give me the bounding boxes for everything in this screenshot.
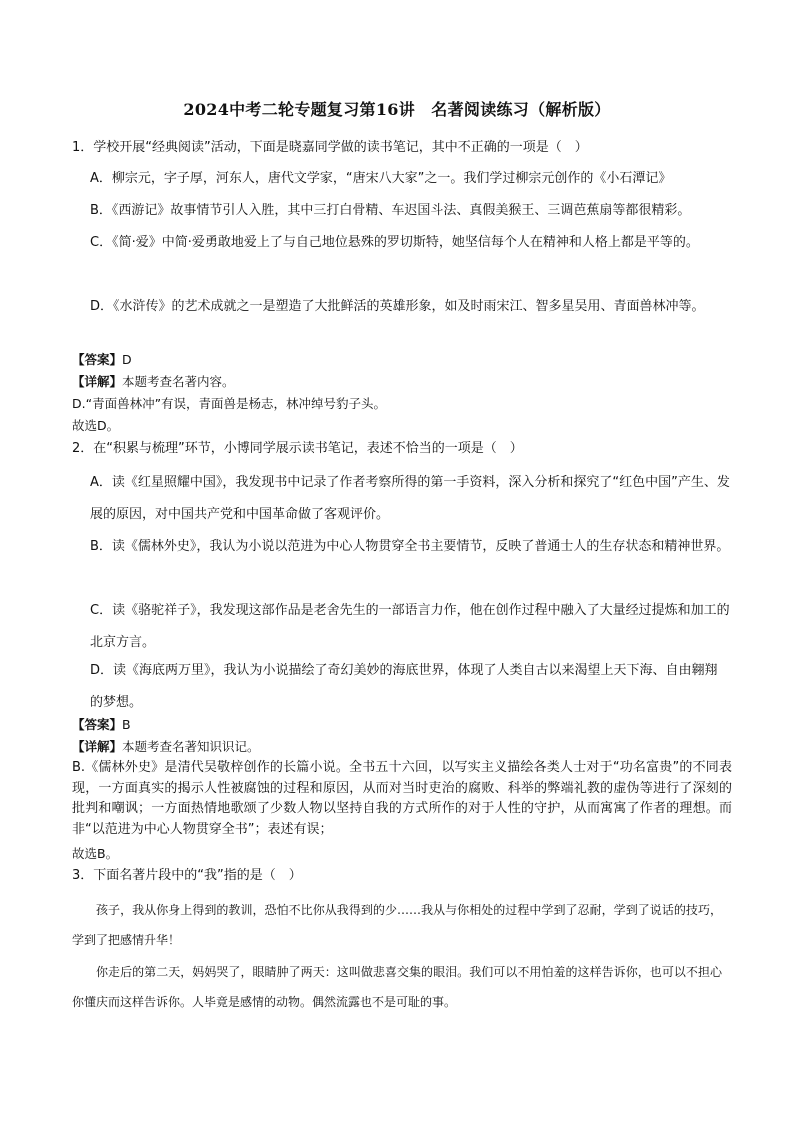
detail-label: 【详解】 — [72, 374, 123, 389]
question-2-option-a: A．读《红星照耀中国》，我发现书中记录了作者考察所得的第一手资料，深入分析和探究了“红色中国”产生、发展的原因，对中国共产党和中国革命做了客观评价。 — [90, 475, 730, 522]
question-2-conclusion: 故选B。 — [72, 846, 119, 861]
question-3-quote-paragraph-2: 你走后的第二天，妈妈哭了，眼睛肿了两天：这叫做悲喜交集的眼泪。我们可以不用怕羞的这样告诉你，也可以不担心你懂庆而这样告诉你。人毕竟是感情的动物。偶然流露也不是可耻的事。 — [72, 965, 722, 1009]
question-3-quote-paragraph-1: 孩子，我从你身上得到的教训，恐怕不比你从我得到的少……我从与你相处的过程中学到了忍耐，学到了说话的技巧，学到了把感情升华！ — [72, 903, 722, 947]
question-2-explanation: B.《儒林外史》是清代吴敬梓创作的长篇小说。全书五十六回，以写实主义描绘各类人士对于“功名富贵”的不同表现，一方面真实的揭示人性被腐蚀的过程和原因，从而对当时吏治的腐败、科举的弊端礼教的虚伪等进行了深刻的批判和嘲讽；一方面热情地歌颂了少数人物以坚持自我的方式所作的对于人性的守护，从而寓寓了作者的理想。而非“以范进为中心人物贯穿全书”；表述有误； — [72, 760, 732, 837]
answer-value: D — [122, 352, 132, 367]
question-1-detail — [72, 374, 732, 390]
question-2-option-d: D．读《海底两万里》，我认为小说描绘了奇幻美妙的海底世界，体现了人类自古以来渴望上天下海、自由翱翔的梦想。 — [90, 663, 718, 710]
answer-label: 【答案】 — [72, 352, 123, 367]
question-2-option-c: C．读《骆驼祥子》，我发现这部作品是老舍先生的一部语言力作，他在创作过程中融入了大量经过提炼和加工的北京方言。 — [90, 603, 730, 650]
detail-label: 【详解】 — [72, 739, 123, 754]
question-1-option-b: B．《西游记》故事情节引人入胜，其中三打白骨精、车迟国斗法、真假美猴王、三调芭蕉扇等都很精彩。 — [90, 203, 691, 218]
question-1-option-a: A．柳宗元，字子厚，河东人，唐代文学家，“唐宋八大家”之一。我们学过柳宗元创作的《小石潭记》 — [90, 171, 672, 186]
question-1-stem: 1．学校开展“经典阅读”活动，下面是晓嘉同学做的读书笔记，其中不正确的一项是（ ） — [72, 140, 588, 155]
question-1-conclusion: 故选D。 — [72, 418, 120, 433]
question-1-option-d-text: D．《水浒传》的艺术成就之一是塑造了大批鲜活的英雄形象，如及时雨宋江、智多星吴用、青面兽林冲等。 — [90, 299, 705, 314]
question-2-detail — [72, 739, 732, 755]
question-2-option-b: B．读《儒林外史》，我认为小说以范进为中心人物贯穿全书主要情节，反映了普通士人的生存状态和精神世界。 — [90, 539, 730, 554]
question-2-answer — [72, 717, 732, 733]
question-1-option-c — [90, 227, 730, 259]
question-1-answer — [72, 352, 732, 368]
detail-text: 本题考查名著内容。 — [122, 374, 235, 389]
question-1-explanation: D.“青面兽林冲”有误，青面兽是杨志，林冲绰号豹子头。 — [72, 396, 387, 411]
question-2-stem: 2．在“积累与梳理”环节，小博同学展示读书笔记，表述不恰当的一项是（ ） — [72, 441, 523, 456]
page-title: 2024中考二轮专题复习第16讲 名著阅读练习（解析版） — [183, 100, 611, 119]
answer-label: 【答案】 — [72, 717, 123, 732]
question-1-option-c-text: C．《简·爱》中简·爱勇敢地爱上了与自己地位悬殊的罗切斯特，她坚信每个人在精神和人格上都是平等的。 — [90, 235, 699, 250]
answer-value: B — [122, 717, 131, 732]
question-1-option-d — [90, 291, 730, 323]
detail-text: 本题考查名著知识识记。 — [122, 739, 260, 754]
question-3-stem: 3．下面名著片段中的“我”指的是（ ） — [72, 868, 302, 883]
